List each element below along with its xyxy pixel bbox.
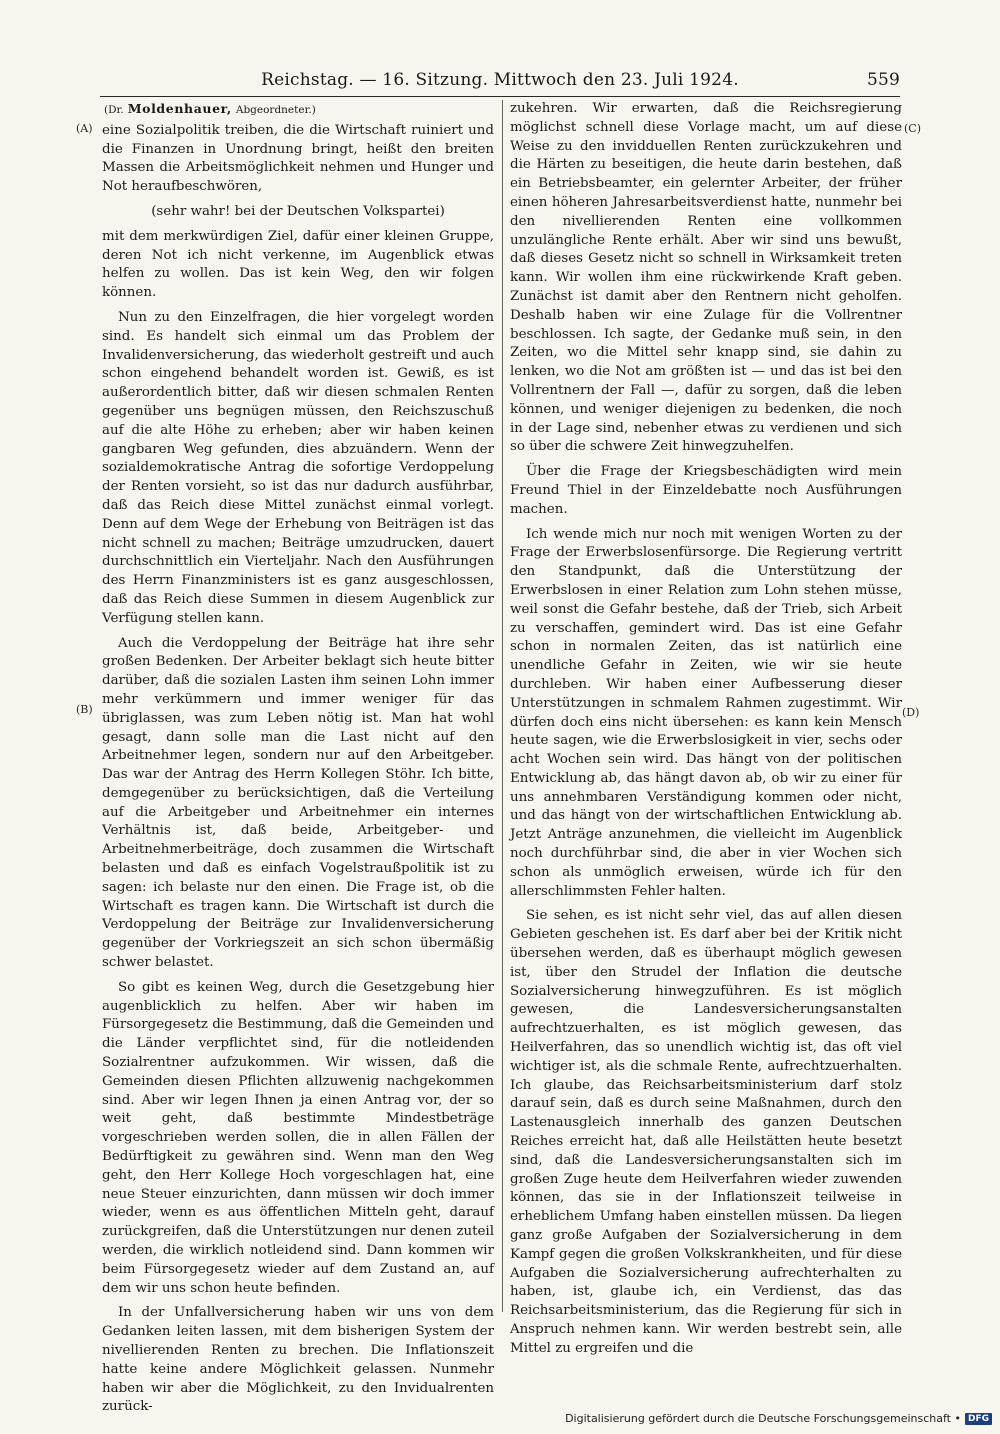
margin-marker-b: (B) — [76, 703, 93, 716]
margin-marker-a: (A) — [76, 122, 93, 135]
running-title: Reichstag. — 16. Sitzung. Mittwoch den 23. Juli 1924. — [261, 70, 739, 90]
left-column — [102, 100, 494, 1423]
paragraph: Auch die Verdoppelung der Beiträge hat ihre sehr großen Bedenken. Der Arbeiter beklagt sich heute bitter darüber, daß die sozialen Lasten ihm seinen Lohn immer mehr verkümmern und immer weniger für das übriglassen, was zum Leben nötig ist. Man hat wohl gesagt, dann solle man die Last nicht auf den Arbeitnehmer legen, sondern nur auf den Arbeitgeber. Das war der Antrag des Herrn Kollegen Stöhr. Ich bitte, demgegenüber zu berücksichtigen, daß die Verteilung auf die Arbeitgeber und Arbeitnehmer ein internes Verhältnis ist, daß beide, Arbeitgeber- und Arbeitnehmerbeiträge, doch zusammen die Wirtschaft belasten und daß es einfach Vogelstraußpolitik ist zu sagen: ich belaste nur den einen. Die Frage ist, ob die Wirtschaft es tragen kann. Die Wirtschaft ist durch die Verdoppelung der Beiträge zur Invalidenversicherung gegenüber der Vorkriegszeit an sich schon übermäßig schwer belastet. — [102, 635, 494, 971]
margin-marker-c: (C) — [904, 122, 921, 135]
paragraph: Über die Frage der Kriegsbeschädigten wird mein Freund Thiel in der Einzeldebatte noch Ausführungen machen. — [510, 464, 902, 517]
margin-marker-d: (D) — [902, 706, 920, 719]
right-column — [510, 100, 902, 1365]
paragraph: Ich wende mich nur noch mit wenigen Worten zu der Frage der Erwerbslosenfürsorge. Die Regierung vertritt den Standpunkt, daß die Unterstützung der Erwerbslosen in einer Relation zum Lohn stehen müsse, weil sonst die Gefahr bestehe, daß der Trieb, sich Arbeit zu verschaffen, gemindert wird. Das ist eine Gefahr schon in normalen Zeiten, das ist natürlich eine unendliche Gefahr in Zeiten, wie wir sie heute durchleben. Wir haben einer Aufbesserung dieser Unterstützungen in schmalem Rahmen zugestimmt. Wir dürfen doch eins nicht übersehen: es kann kein Mensch heute sagen, wie die Erwerbslosigkeit in vier, sechs oder acht Wochen sein wird. Das hängt von der politischen Entwicklung ab, das hängt davon ab, ob wir zu einer für uns annehmbaren Verständigung kommen oder nicht, und das hängt von der wirtschaftlichen Entwicklung ab. Jetzt Anträge anzunehmen, die vielleicht im Augenblick noch durchführbar sind, die aber in vier Wochen sich schon als unmöglich erweisen, würde ich für den allerschlimmsten Fehler halten. — [510, 526, 902, 899]
paragraph: In der Unfallversicherung haben wir uns von dem Gedanken leiten lassen, mit dem bisherigen System der nivellierenden Renten zu brechen. Die Inflationszeit hatte keine andere Möglichkeit gelassen. Nunmehr haben wir aber die Möglichkeit, zu den Invidualrenten zurück- — [102, 1305, 494, 1415]
column-divider — [502, 100, 503, 1312]
paragraph: Nun zu den Einzelfragen, die hier vorgelegt worden sind. Es handelt sich einmal um das Problem der Invalidenversicherung, das wiederholt gestreift und auch schon eingehend behandelt worden ist. Gewiß, es ist außerordentlich bitter, daß wir diesen schmalen Renten gegenüber uns begnügen müssen, den Reichszuschuß auf die alte Höhe zu erheben; aber wir haben keinen gangbaren Weg gefunden, dies abzuändern. Wenn der sozialdemokratische Antrag die sofortige Verdoppelung der Renten vorsieht, so ist das nur dadurch ausführbar, daß das Reich diese Mittel zunächst einmal vorlegt. Denn auf dem Wege der Erhebung von Beiträgen ist das nicht schnell zu machen; Beiträge umzudrucken, dauert durchschnittlich ein Vierteljahr. Nach den Ausführungen des Herrn Finanzministers ist es ganz ausgeschlossen, daß das Reich diese Summen in diesem Augenblick zur Verfügung stellen kann. — [102, 309, 494, 626]
page-number: 559 — [866, 70, 900, 90]
paragraph: zukehren. Wir erwarten, daß die Reichsregierung möglichst schnell diese Vorlage macht, um auf diese Weise zu den invidduellen Renten zurückzukehren und die Härten zu beseitigen, die heute darin bestehen, daß ein Betriebsbeamter, ein gelernter Arbeiter, der früher einen höheren Jahresarbeitsverdienst hatte, nunmehr bei den nivellierenden Renten eine vollkommen unzulängliche Rente erhält. Aber wir sind uns bewußt, daß dieses Gesetz nicht so schnell in Wirksamkeit treten kann. Wir wollen ihm eine rückwirkende Kraft geben. Zunächst ist damit aber den Rentnern nicht geholfen. Deshalb haben wir eine Zulage für die Vollrentner beschlossen. Ich sagte, der Gedanke muß sein, in den Zeiten, wo die Mittel sehr knapp sind, sie dahin zu lenken, wo die Not am größten ist — und das ist bei den Vollrentnern der Fall —, dafür zu sorgen, daß die leben können, und weniger diejenigen zu bedenken, die noch in der Lage sind, nebenher etwas zu verdienen und sich so über die schwere Zeit hinwegzuhelfen. — [510, 101, 902, 455]
running-header — [100, 70, 900, 94]
speaker-name: Moldenhauer, — [127, 101, 232, 116]
footer-text: Digitalisierung gefördert durch die Deutsche Forschungsgemeinschaft • — [565, 1412, 961, 1425]
interjection: (sehr wahr! bei der Deutschen Volkspartei) — [151, 203, 445, 219]
speaker-role: Abgeordneter.) — [235, 104, 316, 116]
paragraph: eine Sozialpolitik treiben, die die Wirtschaft ruiniert und die Finanzen in Unordnung bringt, heißt den breiten Massen die Arbeitsmöglichkeit nehmen und Hunger und Not heraufbeschwören, — [102, 122, 494, 195]
header-rule — [100, 96, 900, 97]
digitization-footer — [565, 1412, 992, 1425]
speaker-line — [104, 100, 494, 120]
paragraph: So gibt es keinen Weg, durch die Gesetzgebung hier augenblicklich zu helfen. Aber wir haben im Fürsorgegesetz die Bestimmung, daß die Gemeinden und die Länder verpflichtet sind, für die notleidenden Sozialrentner aufzukommen. Wir wissen, daß die Gemeinden diesen Pflichten allzuwenig nachgekommen sind. Aber wir legen Ihnen ja einen Antrag vor, der so weit geht, daß bestimmte Mindestbeträge vorgeschrieben werden sollen, die in allen Fällen der Bedürftigkeit zu gewähren sind. Wenn man den Weg geht, den Herr Kollege Hoch vorgeschlagen hat, eine neue Steuer einzurichten, dann müssen wir doch immer wieder, wenn es aus öffentlichen Mitteln geht, darauf zurückgreifen, daß die Unterstützungen nur denen zuteil werden, die wirklich notleidend sind. Dann kommen wir beim Fürsorgegesetz wieder auf dem Zustand an, auf dem wir uns schon heute befinden. — [102, 979, 494, 1296]
paragraph: mit dem merkwürdigen Ziel, dafür einer kleinen Gruppe, deren Not ich nicht verkenne, im Augenblick etwas helfen zu wollen. Das ist kein Weg, den wir folgen können. — [102, 228, 494, 301]
speaker-prefix: (Dr. — [104, 104, 124, 116]
paragraph: Sie sehen, es ist nicht sehr viel, das auf allen diesen Gebieten geschehen ist. Es darf aber bei der Kritik nicht übersehen werden, daß es überhaupt möglich gewesen ist, über den Strudel der Inflation die deutsche Sozialversicherung hinwegzuführen. Es ist möglich gewesen, die Landesversicherungsanstalten aufrechtzuerhalten, es ist möglich gewesen, das Heilverfahren, das so unendlich wichtig ist, das oft viel wichtiger ist, als die schmale Rente, aufrechtzuerhalten. Ich glaube, das Reichsarbeitsministerium darf stolz darauf sein, daß es durch seine Maßnahmen, durch den Lastenausgleich innerhalb des ganzen Deutschen Reiches erreicht hat, daß alle Heilstätten heute besetzt sind, daß die Landesversicherungsanstalten sich im großen Zuge heute dem Heilverfahren wieder zuwenden können, das sie in der Inflationszeit teilweise in erheblichem Umfang haben einstellen müssen. Da liegen ganz große Aufgaben der Sozialversicherung in dem Kampf gegen die großen Volkskrankheiten, und für diese Aufgaben die Sozialversicherung aufrechterhalten zu haben, ist, glaube ich, ein Verdienst, das das Reichsarbeitsministerium, das die Regierung für sich in Anspruch nehmen kann. Wir werden bestrebt sein, alle Mittel zu ergreifen und die — [510, 908, 902, 1356]
dfg-logo-icon: DFG — [965, 1413, 992, 1425]
